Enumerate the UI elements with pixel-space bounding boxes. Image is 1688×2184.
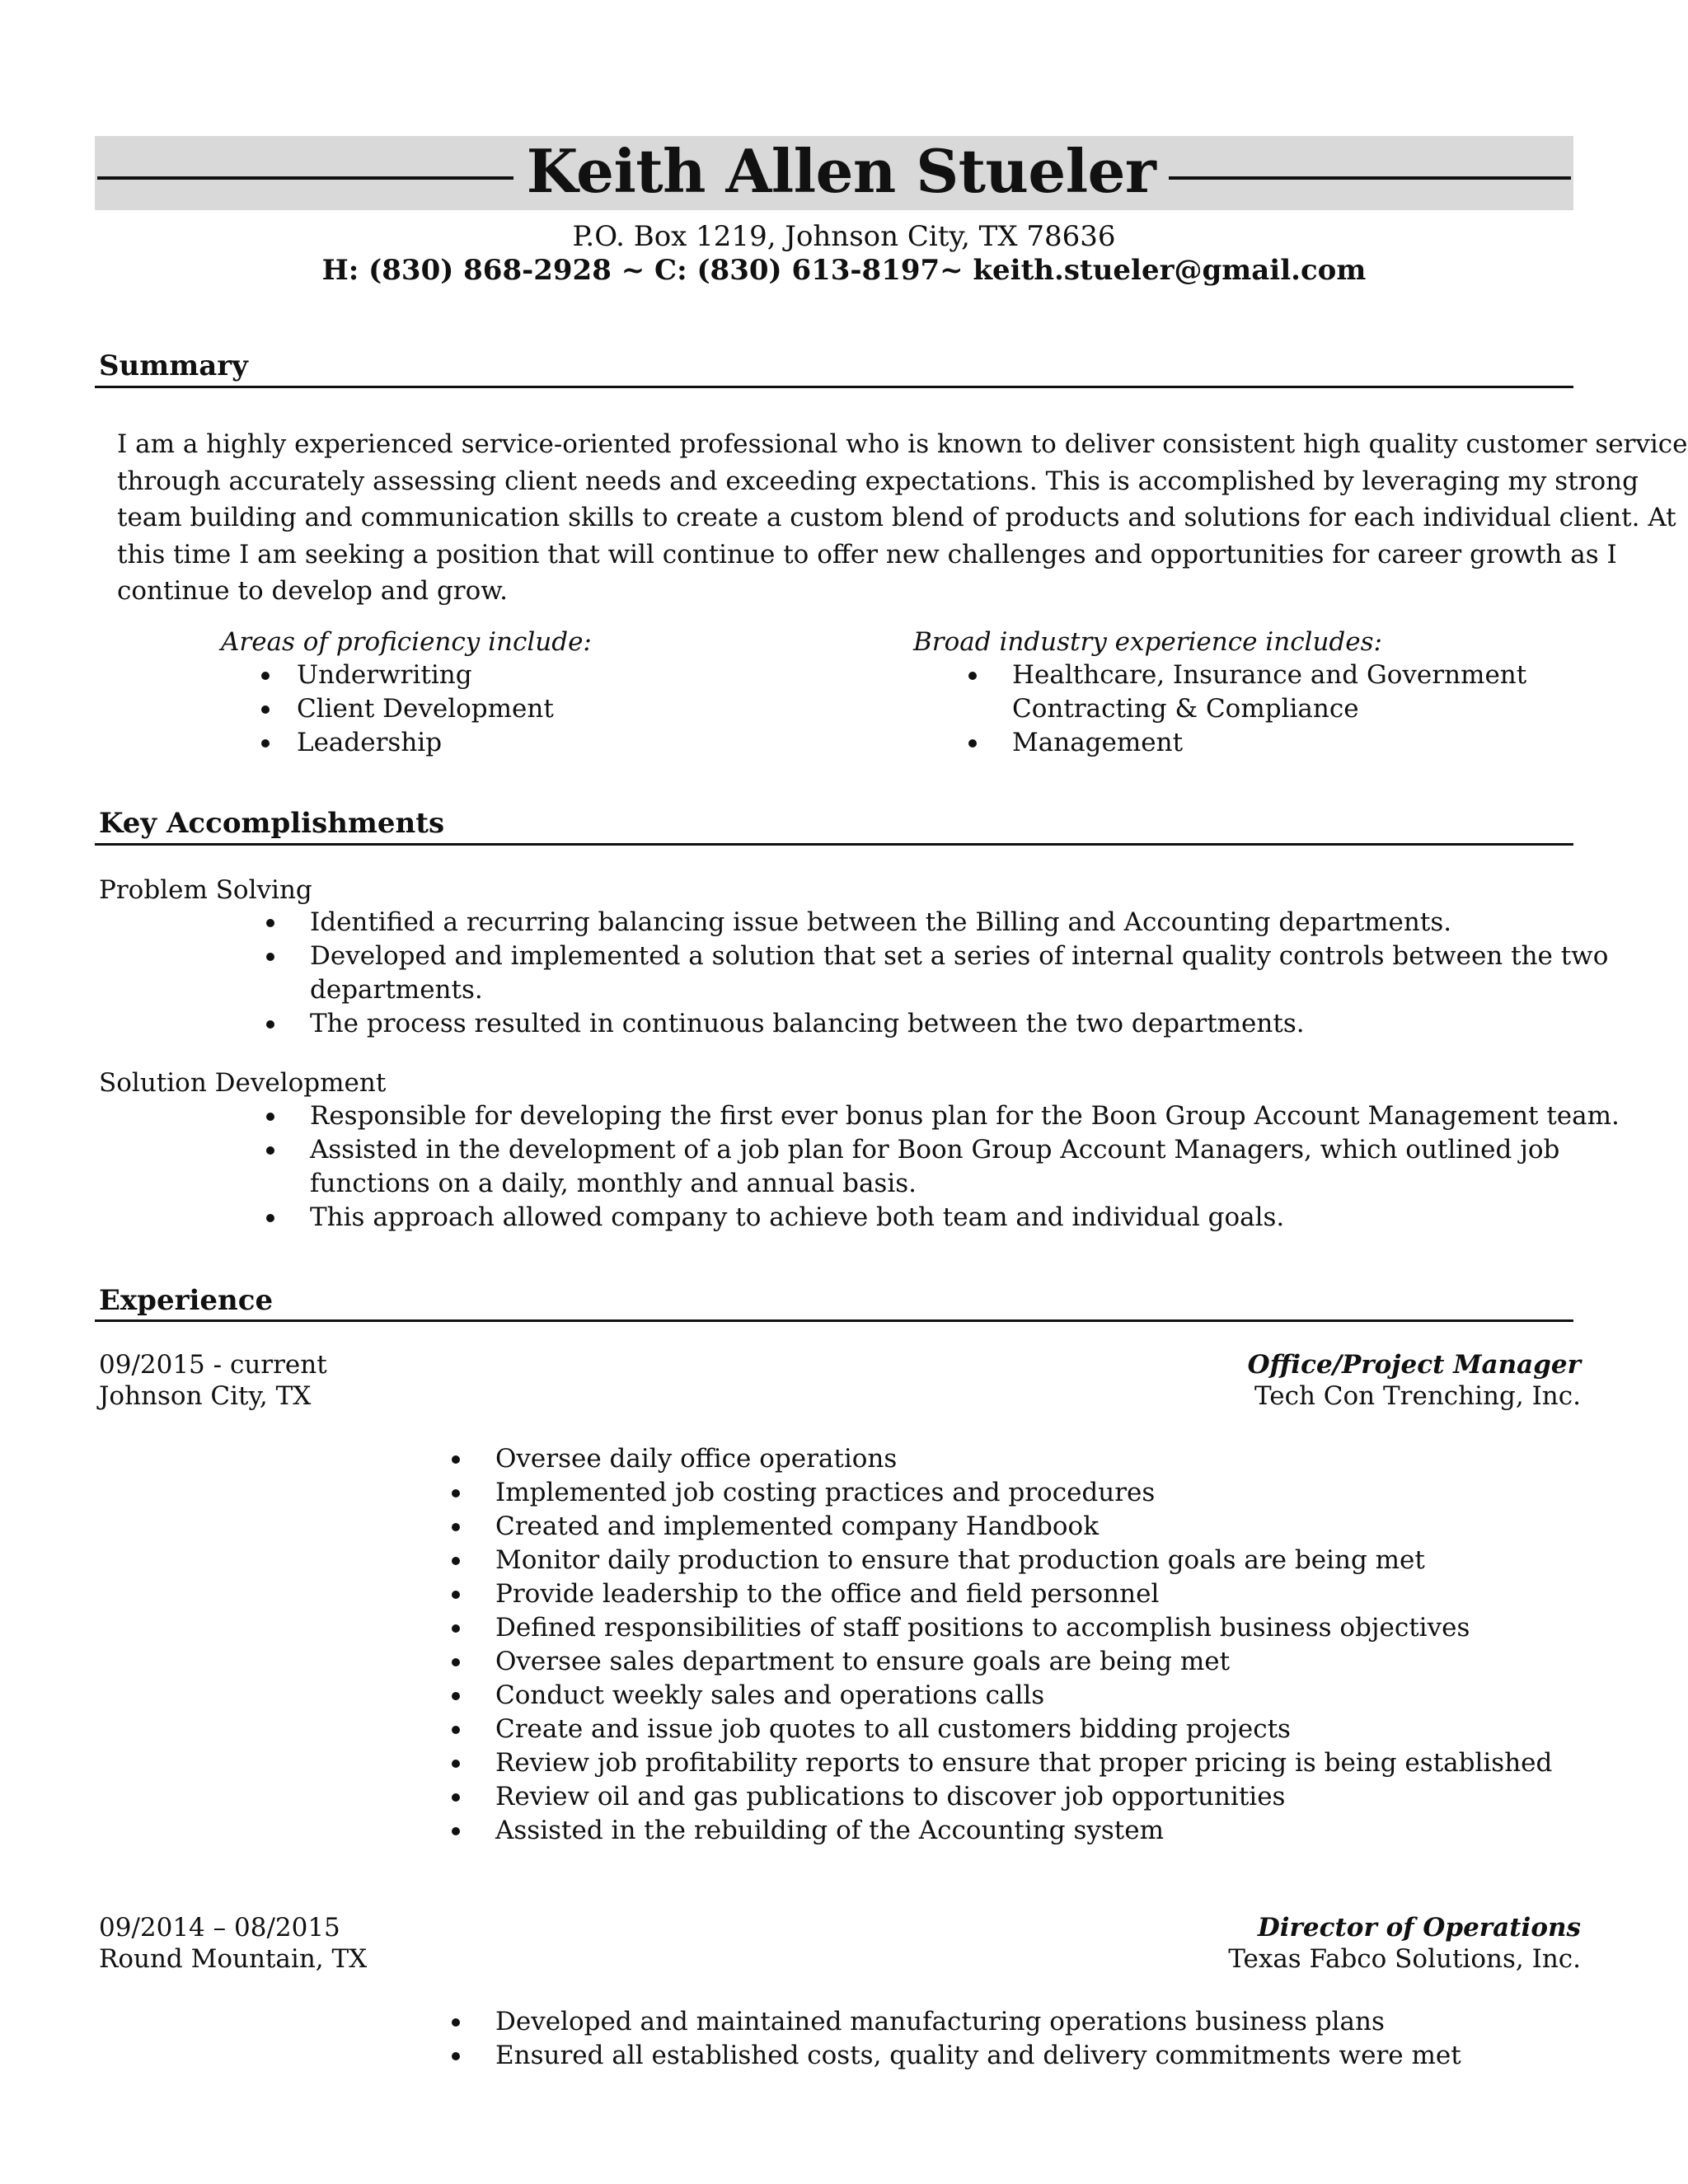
list-item: Client Development bbox=[257, 692, 554, 726]
list-item: Monitor daily production to ensure that production goals are being met bbox=[448, 1544, 1552, 1577]
job-position: Director of Operations bbox=[1257, 1913, 1581, 1943]
list-item: Create and issue job quotes to all customers bidding projects bbox=[448, 1713, 1552, 1746]
list-item: Oversee daily office operations bbox=[448, 1442, 1552, 1476]
job-dates: 09/2015 - current bbox=[99, 1350, 327, 1380]
summary-line: this time I am seeking a position that will continue to offer new challenges and opportunities for career growth as I bbox=[117, 539, 1617, 569]
list-item: Implemented job costing practices and procedures bbox=[448, 1476, 1552, 1510]
proficiency-list bbox=[257, 658, 554, 760]
address: P.O. Box 1219, Johnson City, TX 78636 bbox=[572, 220, 1116, 253]
proficiency-heading: Areas of proficiency include: bbox=[221, 627, 592, 657]
experience-heading: Experience bbox=[99, 1284, 274, 1317]
summary-line: continue to develop and grow. bbox=[117, 576, 508, 606]
list-item-continuation: departments. bbox=[310, 975, 483, 1005]
job-duties-list bbox=[448, 2005, 1461, 2073]
job-position: Office/Project Manager bbox=[1247, 1350, 1581, 1380]
list-item: Leadership bbox=[257, 726, 554, 760]
list-item: Defined responsibilities of staff positions to accomplish business objectives bbox=[448, 1611, 1552, 1645]
summary-heading: Summary bbox=[99, 349, 248, 382]
list-item: Review job profitability reports to ensure that proper pricing is being established bbox=[448, 1746, 1552, 1780]
accomplishment-group-label: Solution Development bbox=[99, 1068, 387, 1098]
summary-line: team building and communication skills to create a custom blend of products and solutions for each individual client. At bbox=[117, 503, 1676, 532]
job-location: Johnson City, TX bbox=[99, 1381, 312, 1411]
list-item: Assisted in the development of a job plan for Boon Group Account Managers, which outlined job bbox=[262, 1133, 1620, 1167]
name-rule-left bbox=[97, 176, 513, 180]
list-item: Review oil and gas publications to discover job opportunities bbox=[448, 1780, 1552, 1814]
accomplishments-rule bbox=[95, 843, 1573, 846]
accomplishment-group-label: Problem Solving bbox=[99, 875, 312, 905]
summary-rule bbox=[95, 386, 1573, 388]
list-item: Oversee sales department to ensure goals are being met bbox=[448, 1645, 1552, 1679]
list-item: Provide leadership to the office and field personnel bbox=[448, 1577, 1552, 1611]
summary-line: through accurately assessing client needs and exceeding expectations. This is accomplished by leveraging my strong bbox=[117, 466, 1639, 496]
job-company: Tech Con Trenching, Inc. bbox=[1254, 1381, 1581, 1411]
summary-paragraph bbox=[117, 426, 1688, 610]
list-item: Assisted in the rebuilding of the Accounting system bbox=[448, 1814, 1552, 1848]
contact-line: H: (830) 868-2928 ~ C: (830) 613-8197~ keith.stueler@gmail.com bbox=[321, 254, 1367, 287]
list-item: The process resulted in continuous balancing between the two departments. bbox=[262, 1007, 1608, 1041]
list-item-continuation: Contracting & Compliance bbox=[1012, 694, 1359, 724]
list-item: Underwriting bbox=[257, 658, 554, 692]
job-company: Texas Fabco Solutions, Inc. bbox=[1228, 1944, 1581, 1974]
accomplishment-list bbox=[262, 1099, 1620, 1235]
list-item: Ensured all established costs, quality and delivery commitments were met bbox=[448, 2039, 1461, 2073]
job-duties-list bbox=[448, 1442, 1552, 1848]
job-dates: 09/2014 – 08/2015 bbox=[99, 1913, 340, 1943]
job-location: Round Mountain, TX bbox=[99, 1944, 368, 1974]
list-item: Conduct weekly sales and operations calls bbox=[448, 1679, 1552, 1713]
candidate-name: Keith Allen Stueler bbox=[526, 136, 1156, 206]
industry-list bbox=[964, 658, 1526, 760]
experience-rule bbox=[95, 1319, 1573, 1322]
list-item-continuation: functions on a daily, monthly and annual basis. bbox=[310, 1169, 917, 1198]
list-item: Created and implemented company Handbook bbox=[448, 1510, 1552, 1544]
list-item: Management bbox=[964, 726, 1526, 760]
name-rule-right bbox=[1169, 176, 1571, 180]
accomplishments-heading: Key Accomplishments bbox=[99, 807, 445, 840]
accomplishment-list bbox=[262, 906, 1608, 1041]
list-item: Developed and implemented a solution that set a series of internal quality controls between the two bbox=[262, 940, 1608, 973]
list-item: Identified a recurring balancing issue between the Billing and Accounting departments. bbox=[262, 906, 1608, 940]
list-item: This approach allowed company to achieve both team and individual goals. bbox=[262, 1201, 1620, 1235]
list-item: Responsible for developing the first ever bonus plan for the Boon Group Account Management team. bbox=[262, 1099, 1620, 1133]
list-item: Developed and maintained manufacturing operations business plans bbox=[448, 2005, 1461, 2039]
list-item: Healthcare, Insurance and Government bbox=[964, 658, 1526, 692]
industry-heading: Broad industry experience includes: bbox=[913, 627, 1382, 657]
summary-line: I am a highly experienced service-oriented professional who is known to deliver consistent high quality customer service bbox=[117, 429, 1688, 459]
